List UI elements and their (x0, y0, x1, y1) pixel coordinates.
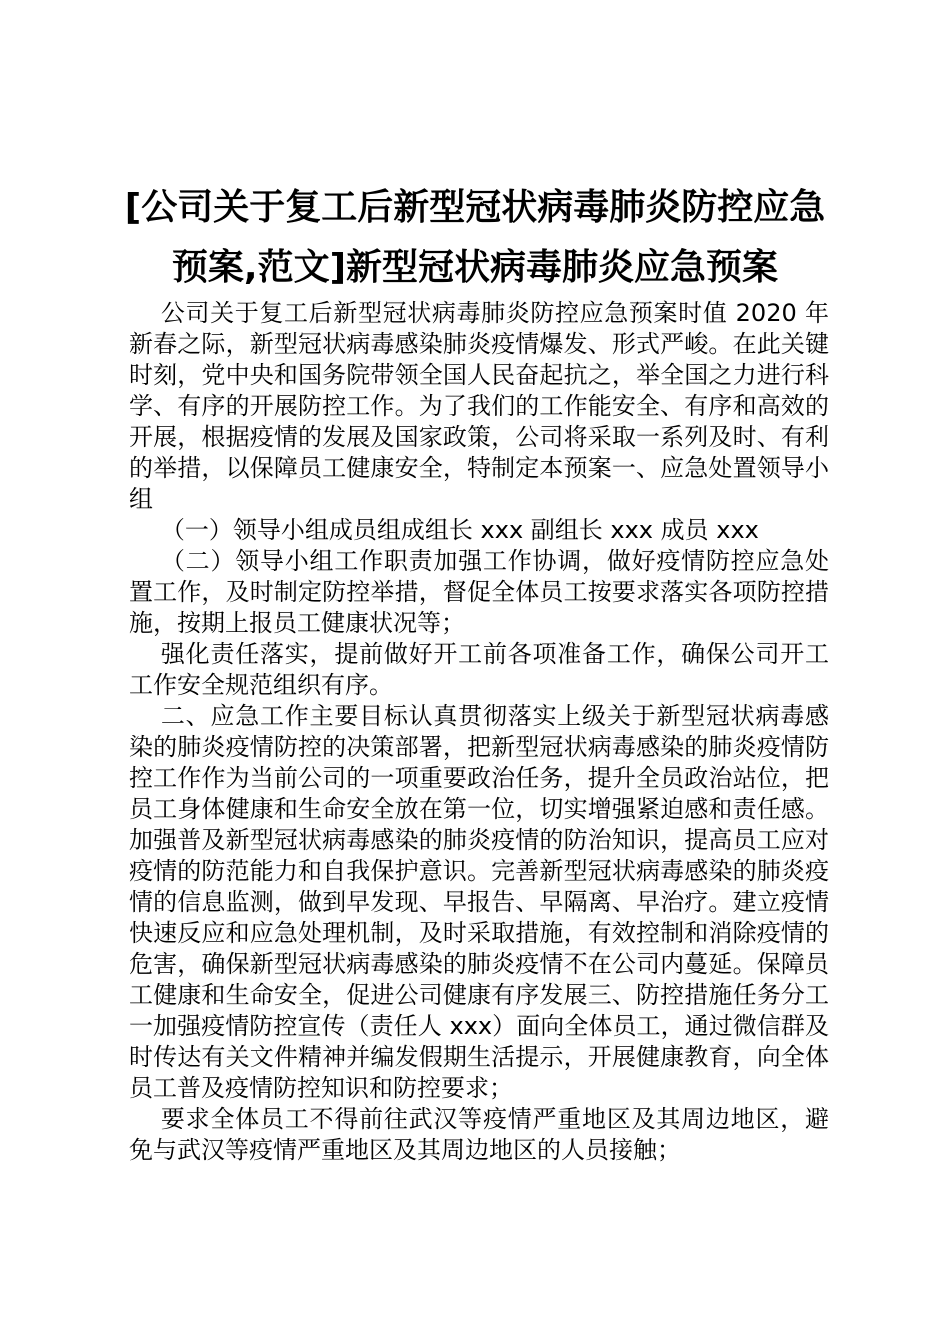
paragraph-leadership-members: （一）领导小组成员组成组长 xxx 副组长 xxx 成员 xxx (160, 516, 759, 544)
paragraph-objectives: 二、应急工作主要目标认真贯彻落实上级关于新型冠状病毒感染的肺炎疫情防控的决策部署，把新型冠状病毒感染的肺炎疫情防控工作作为当前公司的一项重要政治任务，提升全员政治站位，把员工身体健康和生命安全放在第一位，切实增强紧迫感和责任感。加强普及新型冠状病毒感染的肺炎疫情的防治知识，提高员工应对疫情的防范能力和自我保护意识。完善新型冠状病毒感染的肺炎疫情的信息监测，做到早发现、早报告、早隔离、早治疗。建立疫情快速反应和应急处理机制，及时采取措施，有效控制和消除疫情的危害，确保新型冠状病毒感染的肺炎疫情不在公司内蔓延。保障员工健康和生命安全，促进公司健康有序发展三、防控措施任务分工一加强疫情防控宣传（责任人 xxx）面向全体员工，通过微信群及时传达有关文件精神并编发假期生活提示，开展健康教育，向全体员工普及疫情防控知识和防控要求； (129, 702, 829, 1102)
paragraph-intro: 公司关于复工后新型冠状病毒肺炎防控应急预案时值 2020 年新春之际，新型冠状病毒感染肺炎疫情爆发、形式严峻。在此关键时刻，党中央和国务院带领全国人民奋起抗之，举全国之力进行科学、有序的开展防控工作。为了我们的工作能安全、有序和高效的开展，根据疫情的发展及国家政策，公司将采取一系列及时、有利的举措，以保障员工健康安全，特制定本预案一、应急处置领导小组 (129, 299, 829, 513)
document-body (129, 298, 829, 1166)
document-title-line-2: 预案,范文]新型冠状病毒肺炎应急预案 (171, 247, 779, 288)
paragraph-leadership-duties: （二）领导小组工作职责加强工作协调，做好疫情防控应急处置工作，及时制定防控举措，督促全体员工按要求落实各项防控措施，按期上报员工健康状况等； (129, 547, 829, 637)
paragraph-travel-restriction: 要求全体员工不得前往武汉等疫情严重地区及其周边地区，避免与武汉等疫情严重地区及其周边地区的人员接触； (129, 1105, 829, 1164)
document-title-line-1: [公司关于复工后新型冠状病毒肺炎防控应急 (124, 187, 826, 228)
paragraph-responsibility: 强化责任落实，提前做好开工前各项准备工作，确保公司开工工作安全规范组织有序。 (129, 640, 829, 699)
